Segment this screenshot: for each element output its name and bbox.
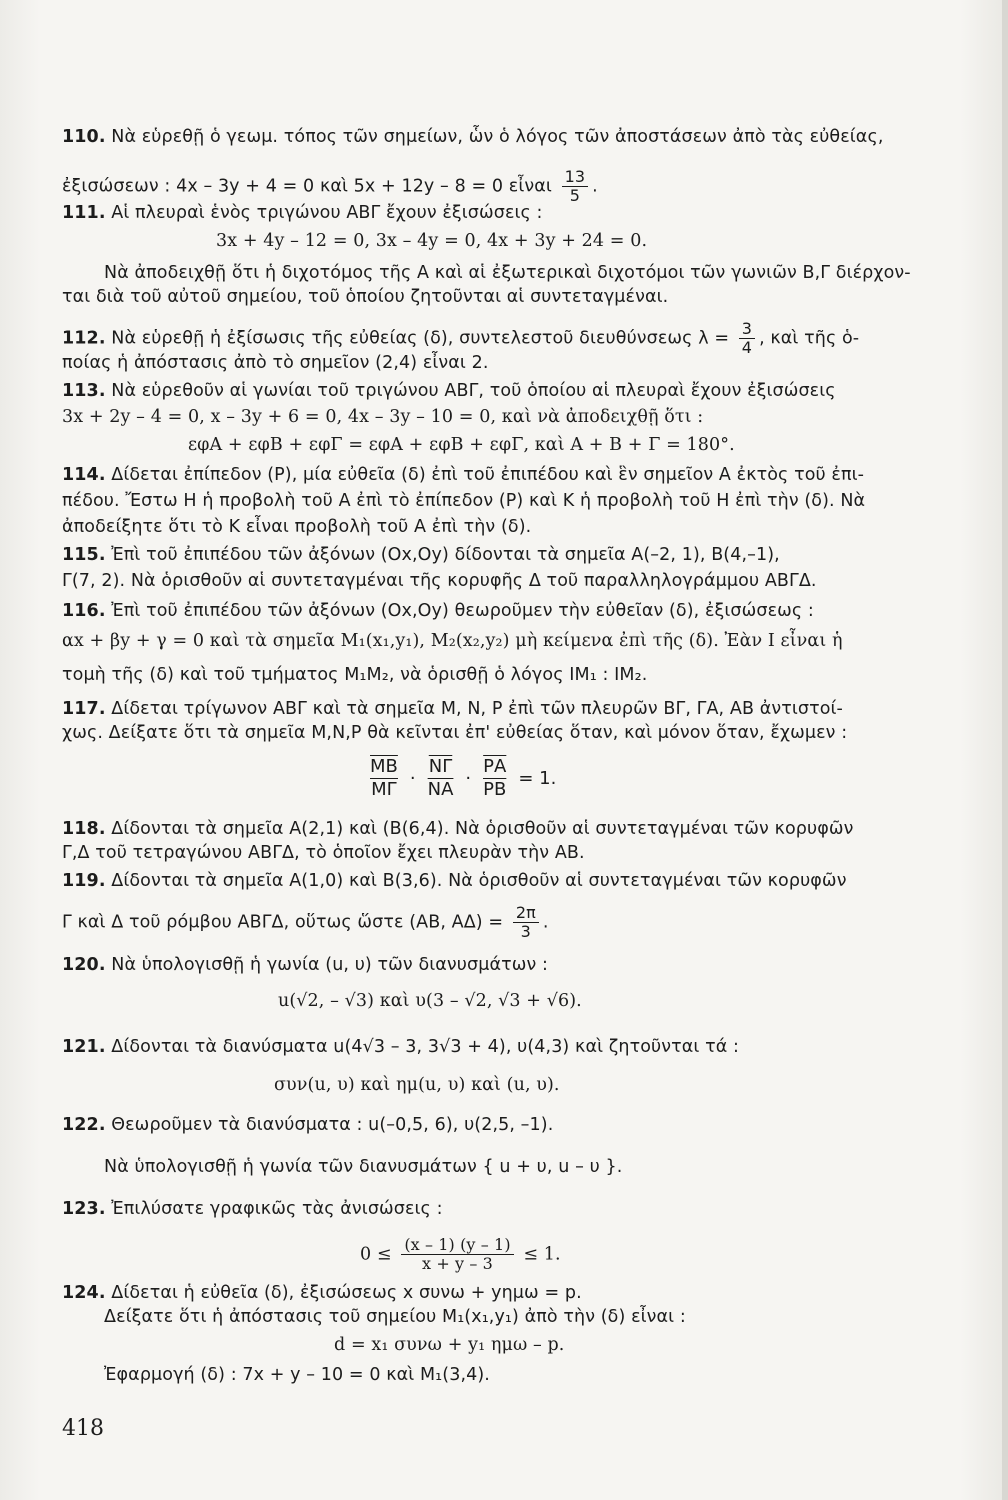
problem-112-line-1: 112. Νὰ εὑρεθῇ ἡ ἐξίσωσις τῆς εὐθείας (δ), συντελεστοῦ διευθύνσεως λ = $\frac{3}{4}$ , καὶ τῆς ὁ-: [62, 319, 860, 357]
problem-number: 116.: [62, 601, 106, 621]
problem-120-vectors: u(√2, – √3) καὶ υ(3 – √2, √3 + √6).: [278, 991, 582, 1011]
problem-number: 110.: [62, 127, 106, 147]
fraction: $\frac{(x - 1) (y - 1)}{x + y - 3}$: [401, 1236, 513, 1273]
page-edge: [1002, 0, 1008, 1500]
problem-119-line-2: Γ καὶ Δ τοῦ ρόμβου ΑΒΓΔ, οὕτως ὥστε (ΑΒ, ΑΔ) = $\frac{2\pi}{3}$ .: [62, 903, 549, 941]
problem-113-identity: εφΑ + εφΒ + εφΓ = εφΑ + εφΒ + εφΓ, καὶ Α + Β + Γ = 180°.: [188, 435, 735, 455]
problem-118-line-1: 118. Δίδονται τὰ σημεῖα Α(2,1) καὶ (Β(6,4). Νὰ ὁρισθοῦν αἱ συντεταγμέναι τῶν κορυφῶν: [62, 819, 854, 839]
problem-110-line-1: [62, 126, 950, 148]
menelaus-ratio: $\overline{MB}$ $\overline{M\Gamma}$ · $\overline{N\Gamma}$ $\overline{NA}$ · $\frac{\overline{PA}}{PB}$ = 1.: [370, 756, 557, 800]
fraction: $\frac{3}{4}$: [739, 320, 755, 357]
problem-112-line-2: ποίας ἡ ἀπόστασις ἀπὸ τὸ σημεῖον (2,4) εἶναι 2.: [62, 353, 489, 373]
problem-124-line-4: Ἐφαρμογή (δ) : 7x + y – 10 = 0 καὶ M₁(3,4).: [104, 1365, 490, 1385]
problem-119-line-1: 119. Δίδονται τὰ σημεῖα Α(1,0) καὶ Β(3,6). Νὰ ὁρισθοῦν αἱ συντεταγμέναι τῶν κορυφῶν: [62, 871, 847, 891]
problem-121-line-2: συν(u, υ) καὶ ημ(u, υ) καὶ (u, υ).: [274, 1075, 560, 1095]
ratio-fraction-3: $\frac{\overline{PA}}{PB}$: [483, 756, 507, 800]
page-number: 418: [62, 1416, 104, 1441]
problem-number: 111.: [62, 203, 106, 223]
problem-text: Νὰ εὑρεθῇ ὁ γεωμ. τόπος τῶν σημείων, ὧν ὁ λόγος τῶν ἀποστάσεων ἀπὸ τὰς εὐθείας,: [111, 127, 884, 147]
problem-111-line-3: Νὰ ἀποδειχθῇ ὅτι ἡ διχοτόμος τῆς Α καὶ αἱ ἐξωτερικαὶ διχοτόμοι τῶν γωνιῶν Β,Γ διέρχον-: [104, 263, 911, 283]
problem-number: 119.: [62, 871, 106, 891]
problem-116-line-1: 116. Ἐπὶ τοῦ ἐπιπέδου τῶν ἀξόνων (Ox,Oy) θεωροῦμεν τὴν εὐθεῖαν (δ), ἐξισώσεως :: [62, 601, 814, 621]
problem-111-line-1: [62, 202, 950, 224]
problem-number: 122.: [62, 1115, 106, 1135]
problem-number: 123.: [62, 1199, 106, 1219]
problem-122-line-2: Νὰ ὑπολογισθῇ ἡ γωνία τῶν διανυσμάτων { u + υ, u – υ }.: [104, 1157, 623, 1177]
problem-113-line-2: 3x + 2y – 4 = 0, x – 3y + 6 = 0, 4x – 3y – 10 = 0, καὶ νὰ ἀποδειχθῇ ὅτι :: [62, 407, 704, 427]
ratio-fraction-1: $\overline{MB}$ $\overline{M\Gamma}$: [370, 756, 398, 800]
problem-number: 117.: [62, 699, 106, 719]
problem-114-line-2: πέδου. Ἔστω Η ἡ προβολὴ τοῦ Α ἐπὶ τὸ ἐπίπεδον (Ρ) καὶ Κ ἡ προβολὴ τοῦ Η ἐπὶ τὴν (δ). Νὰ: [62, 491, 866, 511]
problem-number: 120.: [62, 955, 106, 975]
problem-123-inequality: 0 ≤ $\frac{(x - 1) (y - 1)}{x + y - 3}$ ≤ 1.: [360, 1235, 561, 1273]
problem-115-line-1: 115. Ἐπὶ τοῦ ἐπιπέδου τῶν ἀξόνων (Ox,Oy) δίδονται τὰ σημεῖα Α(–2, 1), Β(4,–1),: [62, 545, 780, 565]
problem-115-line-2: Γ(7, 2). Νὰ ὁρισθοῦν αἱ συντεταγμέναι τῆς κορυφῆς Δ τοῦ παραλληλογράμμου ΑΒΓΔ.: [62, 571, 817, 591]
problem-116-line-3: τομὴ τῆς (δ) καὶ τοῦ τμήματος M₁M₂, νὰ ὁρισθῇ ὁ λόγος IM₁ : IM₂.: [62, 665, 648, 685]
problem-number: 118.: [62, 819, 106, 839]
problem-111-line-4: ται διὰ τοῦ αὐτοῦ σημείου, τοῦ ὁποίου ζητοῦνται αἱ συντεταγμέναι.: [62, 287, 669, 307]
problem-text: Αἱ πλευραὶ ἑνὸς τριγώνου ΑΒΓ ἔχουν ἐξισώσεις :: [111, 203, 543, 223]
problem-number: 121.: [62, 1037, 106, 1057]
problem-117-line-1: 117. Δίδεται τρίγωνον ΑΒΓ καὶ τὰ σημεῖα Μ, Ν, Ρ ἐπὶ τῶν πλευρῶν ΒΓ, ΓΑ, ΑΒ ἀντιστοί-: [62, 699, 843, 719]
ratio-fraction-2: $\overline{N\Gamma}$ $\overline{NA}$: [427, 756, 454, 800]
problem-122-line-1: 122. Θεωροῦμεν τὰ διανύσματα : u(–0,5, 6), υ(2,5, –1).: [62, 1115, 554, 1135]
problem-114-line-3: ἀποδείξητε ὅτι τὸ Κ εἶναι προβολὴ τοῦ Α ἐπὶ τὴν (δ).: [62, 517, 532, 537]
problem-113-line-1: 113. Νὰ εὑρεθοῦν αἱ γωνίαι τοῦ τριγώνου ΑΒΓ, τοῦ ὁποίου αἱ πλευραὶ ἔχουν ἐξισώσεις: [62, 381, 836, 401]
problem-text: ἐξισώσεων : 4x – 3y + 4 = 0 καὶ 5x + 12y – 8 = 0 εἶναι: [62, 176, 552, 197]
problem-121-line-1: 121. Δίδονται τὰ διανύσματα u(4√3 – 3, 3√3 + 4), υ(4,3) καὶ ζητοῦνται τά :: [62, 1037, 739, 1057]
problem-118-line-2: Γ,Δ τοῦ τετραγώνου ΑΒΓΔ, τὸ ὁποῖον ἔχει πλευρὰν τὴν ΑΒ.: [62, 843, 585, 863]
problem-number: 112.: [62, 328, 106, 349]
problem-120-line-1: 120. Νὰ ὑπολογισθῇ ἡ γωνία (u, υ) τῶν διανυσμάτων :: [62, 955, 549, 975]
problem-124-formula: d = x₁ συνω + y₁ ημω – p.: [334, 1335, 565, 1355]
fraction: $\frac{2\pi}{3}$: [513, 904, 539, 941]
problem-110-line-2: ἐξισώσεων : 4x – 3y + 4 = 0 καὶ 5x + 12y – 8 = 0 εἶναι $\frac{13}{5}$ .: [62, 167, 598, 205]
problem-124-line-1: 124. Δίδεται ἡ εὐθεῖα (δ), ἐξισώσεως x συνω + yημω = p.: [62, 1283, 582, 1303]
problem-number: 124.: [62, 1283, 106, 1303]
fraction: $\frac{13}{5}$: [562, 168, 589, 205]
problem-114-line-1: 114. Δίδεται ἐπίπεδον (Ρ), μία εὐθεῖα (δ) ἐπὶ τοῦ ἐπιπέδου καὶ ἓν σημεῖον Α ἐκτὸς τοῦ ἐπι-: [62, 465, 865, 485]
problem-number: 115.: [62, 545, 106, 565]
problem-116-line-2: αx + βy + γ = 0 καὶ τὰ σημεῖα M₁(x₁,y₁), M₂(x₂,y₂) μὴ κείμενα ἐπὶ τῆς (δ). Ἐὰν Ι εἶναι ἡ: [62, 631, 843, 651]
problem-123-line-1: 123. Ἐπιλύσατε γραφικῶς τὰς ἀνισώσεις :: [62, 1199, 443, 1219]
problem-number: 114.: [62, 465, 106, 485]
problem-124-line-2: Δείξατε ὅτι ἡ ἀπόστασις τοῦ σημείου M₁(x₁,y₁) ἀπὸ τὴν (δ) εἶναι :: [104, 1307, 686, 1327]
problem-111-equations: 3x + 4y – 12 = 0, 3x – 4y = 0, 4x + 3y + 24 = 0.: [216, 231, 648, 251]
problem-number: 113.: [62, 381, 106, 401]
problem-117-line-2: χως. Δείξατε ὅτι τὰ σημεῖα Μ,Ν,Ρ θὰ κεῖνται ἐπ' εὐθείας ὅταν, καὶ μόνον ὅταν, ἔχωμεν :: [62, 723, 848, 743]
